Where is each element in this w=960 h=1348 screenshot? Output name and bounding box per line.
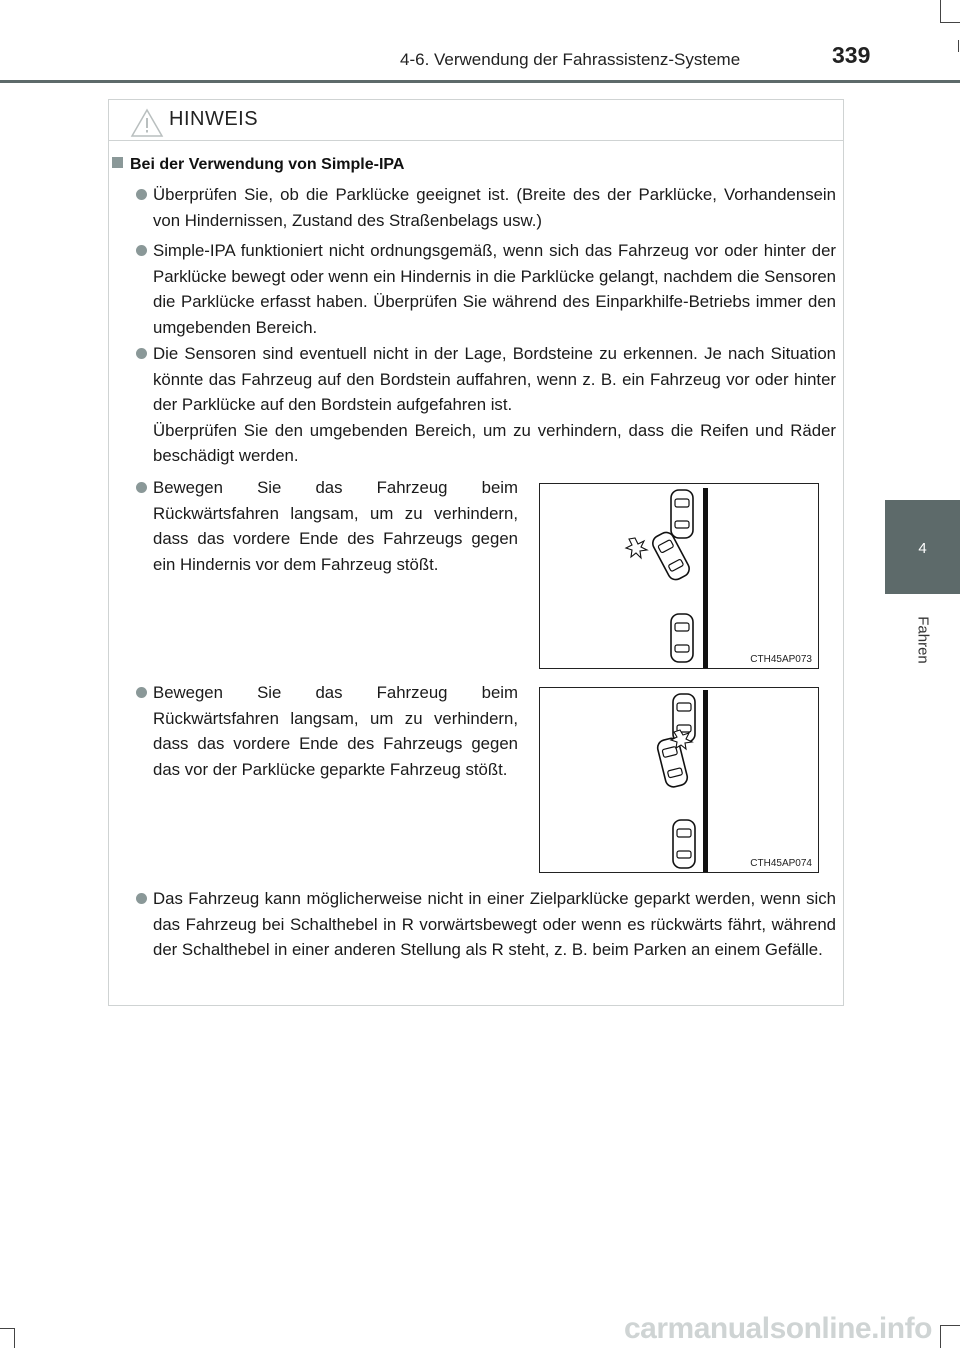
bullet-item bbox=[136, 341, 836, 469]
bullet-dot-icon bbox=[136, 687, 147, 698]
bullet-text: Überprüfen Sie, ob die Parklücke geeignet ist. (Breite des der Parklücke, Vorhandensein von Hindernissen, Zustand des Straßenbelags usw.) bbox=[153, 185, 836, 230]
bullet-dot-icon bbox=[136, 189, 147, 200]
bullet-text-continued: Überprüfen Sie den umgebenden Bereich, um zu verhindern, dass die Reifen und Räder beschädigt werden. bbox=[153, 420, 836, 465]
bullet-item bbox=[136, 886, 836, 963]
bullet-dot-icon bbox=[136, 348, 147, 359]
bullet-text: Bewegen Sie das Fahrzeug beim Rückwärtsfahren langsam, um zu verhindern, dass das vordere Ende des Fahrzeugs gegen ein Hindernis vor dem Fahrzeug stößt. bbox=[153, 478, 518, 574]
crop-mark bbox=[940, 1325, 941, 1348]
impact-burst-icon bbox=[626, 538, 647, 558]
parking-scene-graphic bbox=[540, 484, 818, 668]
chapter-label-text: Fahren bbox=[914, 616, 931, 664]
chapter-label bbox=[885, 600, 960, 680]
notice-title: HINWEIS bbox=[169, 108, 259, 130]
bullet-text: Simple-IPA funktioniert nicht ordnungsgemäß, wenn sich das Fahrzeug vor oder hinter der Parklücke bewegt oder wenn ein Hindernis in die Parklücke gelangt, nachdem die Sensoren die Parklücke erfasst haben. Überprüfen Sie während des Einparkhilfe-Betriebs immer den umgebenden Bereich. bbox=[153, 241, 836, 337]
section-heading-text: Bei der Verwendung von Simple-IPA bbox=[130, 156, 405, 173]
bullet-text: Die Sensoren sind eventuell nicht in der Lage, Bordsteine zu erkennen. Je nach Situation könnte das Fahrzeug auf den Bordstein auffahren, wenn z. B. ein Fahrzeug vor oder hinter der Parklücke auf den Bordstein aufgefahren ist. bbox=[153, 344, 836, 414]
parking-illustration-1 bbox=[539, 483, 819, 669]
running-header: 4-6. Verwendung der Fahrassistenz-Systeme bbox=[400, 50, 741, 69]
bullet-item bbox=[136, 680, 518, 782]
parked-car-rear bbox=[673, 820, 695, 868]
chapter-tab bbox=[885, 500, 960, 594]
bullet-dot-icon bbox=[136, 245, 147, 256]
bullet-text: Bewegen Sie das Fahrzeug beim Rückwärtsfahren langsam, um zu verhindern, dass das vordere Ende des Fahrzeugs gegen das vor der Parklücke geparkte Fahrzeug stößt. bbox=[153, 683, 518, 779]
bullet-item bbox=[136, 182, 836, 233]
bullet-item bbox=[136, 475, 518, 577]
bullet-item bbox=[136, 238, 836, 340]
parking-scene-graphic bbox=[540, 688, 818, 872]
crop-mark bbox=[958, 40, 959, 52]
watermark: carmanualsonline.info bbox=[624, 1312, 932, 1345]
crop-mark bbox=[0, 1328, 14, 1329]
bullet-dot-icon bbox=[136, 482, 147, 493]
square-bullet-icon bbox=[112, 157, 123, 168]
bullet-text: Das Fahrzeug kann möglicherweise nicht in einer Zielparklücke geparkt werden, wenn sich das Fahrzeug bei Schalthebel in R vorwärtsbewegt oder wenn es rückwärts fährt, während der Schalthebel in einer anderen Stellung als R steht, z. B. beim Parken an einem Gefälle. bbox=[153, 889, 836, 959]
bullet-dot-icon bbox=[136, 893, 147, 904]
crop-mark bbox=[940, 0, 941, 22]
crop-mark bbox=[14, 1328, 15, 1348]
notice-header bbox=[109, 100, 843, 141]
parking-illustration-2 bbox=[539, 687, 819, 873]
crop-mark bbox=[940, 1325, 960, 1326]
warning-triangle-icon bbox=[129, 108, 169, 138]
figure-code: CTH45AP073 bbox=[750, 654, 812, 665]
header-rule bbox=[0, 80, 960, 83]
parked-car-front bbox=[671, 490, 693, 538]
figure-code: CTH45AP074 bbox=[750, 858, 812, 869]
section-heading bbox=[112, 156, 404, 174]
crop-mark bbox=[940, 22, 960, 23]
chapter-number: 4 bbox=[918, 540, 927, 557]
page-number: 339 bbox=[832, 42, 871, 68]
parked-car-rear bbox=[671, 614, 693, 662]
